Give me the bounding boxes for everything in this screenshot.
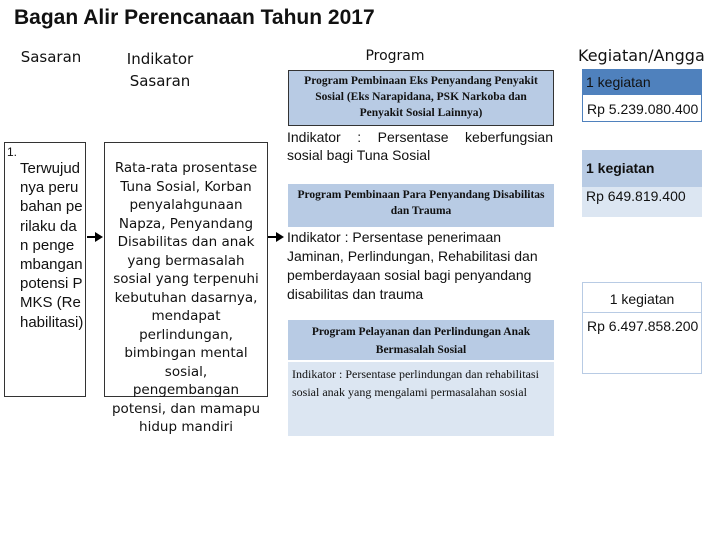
kegiatan-2: 1 kegiatan xyxy=(582,150,702,187)
kegiatan-1: 1 kegiatan xyxy=(582,69,702,94)
program-box-2: Program Pembinaan Para Penyandang Disabilitas dan Trauma xyxy=(288,184,554,227)
program-indikator-1: Indikator : Persentase keberfungsian sosial bagi Tuna Sosial xyxy=(287,129,553,163)
anggaran-2: Rp 649.819.400 xyxy=(582,187,702,217)
arrow-head-1 xyxy=(95,232,103,242)
program-indikator-3: Indikator : Persentase perlindungan dan rehabilitasi sosial anak yang mengalami permasalahan sosial xyxy=(288,362,554,436)
anggaran-1: Rp 5.239.080.400 xyxy=(582,94,702,122)
header-kegiatan: Kegiatan/Angga xyxy=(578,46,705,65)
header-program: Program xyxy=(365,48,425,64)
sasaran-text: Terwujudnya perubahan perilaku dan pengembangan potensi PMKS (Rehabilitasi) xyxy=(20,160,84,331)
arrow-head-2 xyxy=(276,232,284,242)
page-title: Bagan Alir Perencanaan Tahun 2017 xyxy=(14,6,375,29)
indikator-sasaran-box: Rata-rata prosentase Tuna Sosial, Korban penyalahgunaan Napza, Penyandang Disabilitas dan anak yang bermasalah sosial yang terpenuhi kebutuhan dasarnya, mendapat perlindungan, bimbingan mental sosial, pengembangan potensi, dan mamapu hidup mandiri xyxy=(104,142,268,397)
sasaran-box xyxy=(4,142,86,397)
sasaran-number: 1. xyxy=(7,145,18,159)
program-box-3: Program Pelayanan dan Perlindungan Anak Bermasalah Sosial xyxy=(288,320,554,360)
program-indikator-2: Indikator : Persentase penerimaan Jaminan, Perlindungan, Rehabilitasi dan pemberdayaan sosial bagi penyandang disabilitas dan trauma xyxy=(287,229,538,302)
kegiatan-3: 1 kegiatan xyxy=(582,282,702,312)
header-indikator-sasaran: Indikator Sasaran xyxy=(126,50,194,90)
header-sasaran: Sasaran xyxy=(20,48,82,66)
program-box-1: Program Pembinaan Eks Penyandang Penyakit Sosial (Eks Narapidana, PSK Narkoba dan Penyakit Sosial Lainnya) xyxy=(288,70,554,126)
anggaran-3: Rp 6.497.858.200 xyxy=(582,312,702,374)
